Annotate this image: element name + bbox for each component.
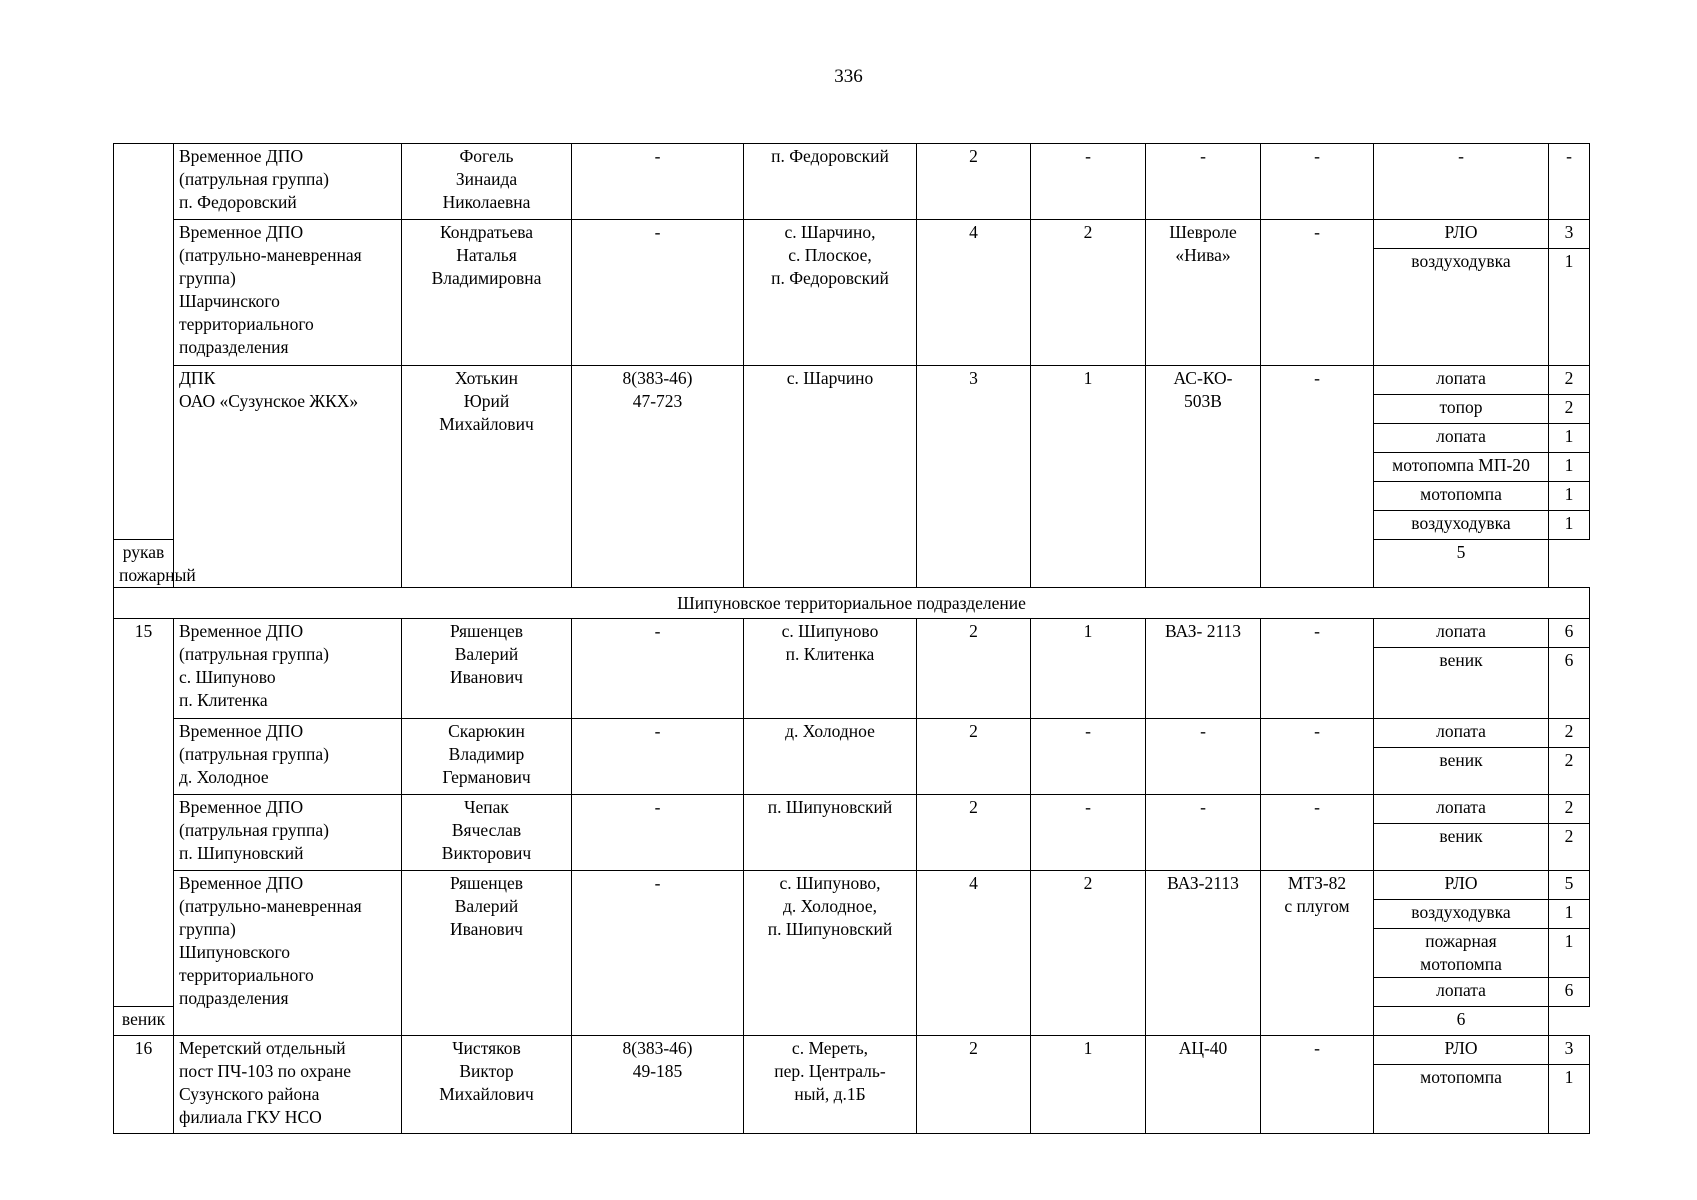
equipment-name-cell: лопата xyxy=(1374,424,1549,453)
vehicles-cell: - xyxy=(1031,795,1146,871)
table-row xyxy=(114,1036,1590,1065)
area-cell: с. Шарчино xyxy=(744,366,917,588)
table-row xyxy=(114,719,1590,748)
unit-cell: Меретский отдельный пост ПЧ-103 по охране Сузунского района филиала ГКУ НСО xyxy=(174,1036,402,1134)
equipment-qty-cell: 3 xyxy=(1549,1036,1590,1065)
people-cell: 2 xyxy=(917,1036,1031,1134)
people-cell: 2 xyxy=(917,619,1031,719)
equipment-name-cell: веник xyxy=(1374,748,1549,795)
vehicles-cell: - xyxy=(1031,719,1146,795)
equipment-name-cell: лопата xyxy=(1374,978,1549,1007)
phone-cell: - xyxy=(572,719,744,795)
vehicle-type-cell: - xyxy=(1146,144,1261,220)
area-cell: с. Шарчино, с. Плоское, п. Федоровский xyxy=(744,220,917,366)
tech-cell: - xyxy=(1261,144,1374,220)
equipment-qty-cell: 2 xyxy=(1549,824,1590,871)
people-cell: 2 xyxy=(917,719,1031,795)
table-row xyxy=(114,144,1590,220)
equipment-qty-cell: 6 xyxy=(1549,978,1590,1007)
equipment-qty-cell: 1 xyxy=(1549,511,1590,540)
head-cell: Фогель Зинаида Николаевна xyxy=(402,144,572,220)
phone-cell: 8(383-46) 47-723 xyxy=(572,366,744,588)
equipment-qty-cell: 2 xyxy=(1549,748,1590,795)
row-number-cell xyxy=(114,144,174,540)
equipment-qty-cell: - xyxy=(1549,144,1590,220)
equipment-qty-cell: 5 xyxy=(1549,871,1590,900)
vehicle-type-cell: ВАЗ-2113 xyxy=(1146,871,1261,1036)
area-cell: с. Мереть, пер. Централь- ный, д.1Б xyxy=(744,1036,917,1134)
unit-cell: Временное ДПО (патрульно-маневренная группа) Шарчинского территориального подразделения xyxy=(174,220,402,366)
equipment-qty-cell: 2 xyxy=(1549,719,1590,748)
equipment-qty-cell: 2 xyxy=(1549,366,1590,395)
unit-cell: ДПК ОАО «Сузунское ЖКХ» xyxy=(174,366,402,588)
equipment-qty-cell: 1 xyxy=(1549,1065,1590,1134)
equipment-qty-cell: 1 xyxy=(1549,424,1590,453)
phone-cell: - xyxy=(572,144,744,220)
unit-cell: Временное ДПО (патрульная группа) п. Федоровский xyxy=(174,144,402,220)
unit-cell: Временное ДПО (патрульная группа) д. Холодное xyxy=(174,719,402,795)
equipment-qty-cell: 6 xyxy=(1549,619,1590,648)
tech-cell: - xyxy=(1261,795,1374,871)
equipment-qty-cell: 3 xyxy=(1549,220,1590,249)
row-number-cell: 15 xyxy=(114,619,174,1007)
phone-cell: 8(383-46) 49-185 xyxy=(572,1036,744,1134)
equipment-name-cell: мотопомпа xyxy=(1374,1065,1549,1134)
phone-cell: - xyxy=(572,795,744,871)
area-cell: с. Шипуново п. Клитенка xyxy=(744,619,917,719)
vehicles-cell: 2 xyxy=(1031,871,1146,1036)
vehicle-type-cell: АС-КО- 503В xyxy=(1146,366,1261,588)
equipment-name-cell: лопата xyxy=(1374,619,1549,648)
area-cell: п. Федоровский xyxy=(744,144,917,220)
area-cell: п. Шипуновский xyxy=(744,795,917,871)
equipment-qty-cell: 2 xyxy=(1549,795,1590,824)
equipment-qty-cell: 1 xyxy=(1549,482,1590,511)
tech-cell: - xyxy=(1261,619,1374,719)
head-cell: Скарюкин Владимир Германович xyxy=(402,719,572,795)
equipment-name-cell: пожарная мотопомпа xyxy=(1374,929,1549,978)
area-cell: с. Шипуново, д. Холодное, п. Шипуновский xyxy=(744,871,917,1036)
table-row xyxy=(114,220,1590,249)
equipment-name-cell: - xyxy=(1374,144,1549,220)
equipment-name-cell: веник xyxy=(114,1007,174,1036)
head-cell: Чепак Вячеслав Викторович xyxy=(402,795,572,871)
unit-cell: Временное ДПО (патрульно-маневренная группа) Шипуновского территориального подразделения xyxy=(174,871,402,1036)
fire-units-table xyxy=(113,143,1590,1134)
equipment-name-cell: воздуходувка xyxy=(1374,900,1549,929)
equipment-qty-cell: 6 xyxy=(1549,648,1590,719)
equipment-qty-cell: 6 xyxy=(1374,1007,1549,1036)
table-row xyxy=(114,871,1590,900)
equipment-name-cell: воздуходувка xyxy=(1374,249,1549,366)
vehicle-type-cell: Шевроле «Нива» xyxy=(1146,220,1261,366)
phone-cell: - xyxy=(572,619,744,719)
people-cell: 2 xyxy=(917,144,1031,220)
section-row xyxy=(114,588,1590,619)
vehicles-cell: 2 xyxy=(1031,220,1146,366)
head-cell: Чистяков Виктор Михайлович xyxy=(402,1036,572,1134)
section-title: Шипуновское территориальное подразделение xyxy=(114,588,1590,619)
equipment-name-cell: веник xyxy=(1374,824,1549,871)
equipment-qty-cell: 1 xyxy=(1549,453,1590,482)
phone-cell: - xyxy=(572,220,744,366)
equipment-qty-cell: 1 xyxy=(1549,929,1590,978)
unit-cell: Временное ДПО (патрульная группа) п. Шипуновский xyxy=(174,795,402,871)
tech-cell: - xyxy=(1261,220,1374,366)
vehicles-cell: 1 xyxy=(1031,366,1146,588)
equipment-name-cell: РЛО xyxy=(1374,220,1549,249)
equipment-name-cell: РЛО xyxy=(1374,1036,1549,1065)
page-number: 336 xyxy=(834,66,863,87)
area-cell: д. Холодное xyxy=(744,719,917,795)
vehicle-type-cell: АЦ-40 xyxy=(1146,1036,1261,1134)
vehicle-type-cell: - xyxy=(1146,795,1261,871)
people-cell: 4 xyxy=(917,220,1031,366)
tech-cell: - xyxy=(1261,719,1374,795)
equipment-name-cell: лопата xyxy=(1374,795,1549,824)
head-cell: Кондратьева Наталья Владимировна xyxy=(402,220,572,366)
vehicle-type-cell: - xyxy=(1146,719,1261,795)
head-cell: Ряшенцев Валерий Иванович xyxy=(402,619,572,719)
vehicle-type-cell: ВАЗ- 2113 xyxy=(1146,619,1261,719)
equipment-name-cell: лопата xyxy=(1374,719,1549,748)
table-row xyxy=(114,366,1590,395)
tech-cell: - xyxy=(1261,1036,1374,1134)
equipment-name-cell: лопата xyxy=(1374,366,1549,395)
equipment-name-cell: воздуходувка xyxy=(1374,511,1549,540)
vehicles-cell: 1 xyxy=(1031,619,1146,719)
equipment-name-cell: топор xyxy=(1374,395,1549,424)
vehicles-cell: 1 xyxy=(1031,1036,1146,1134)
tech-cell: МТЗ-82 с плугом xyxy=(1261,871,1374,1036)
equipment-name-cell: веник xyxy=(1374,648,1549,719)
head-cell: Хотькин Юрий Михайлович xyxy=(402,366,572,588)
table-row xyxy=(114,619,1590,648)
people-cell: 3 xyxy=(917,366,1031,588)
equipment-name-cell: РЛО xyxy=(1374,871,1549,900)
unit-cell: Временное ДПО (патрульная группа) с. Шипуново п. Клитенка xyxy=(174,619,402,719)
equipment-qty-cell: 1 xyxy=(1549,249,1590,366)
head-cell: Ряшенцев Валерий Иванович xyxy=(402,871,572,1036)
row-number-cell: 16 xyxy=(114,1036,174,1134)
vehicles-cell: - xyxy=(1031,144,1146,220)
equipment-qty-cell: 2 xyxy=(1549,395,1590,424)
equipment-qty-cell: 5 xyxy=(1374,540,1549,588)
equipment-name-cell: мотопомпа МП-20 xyxy=(1374,453,1549,482)
phone-cell: - xyxy=(572,871,744,1036)
equipment-qty-cell: 1 xyxy=(1549,900,1590,929)
people-cell: 4 xyxy=(917,871,1031,1036)
equipment-name-cell: рукав пожарный xyxy=(114,540,174,588)
tech-cell: - xyxy=(1261,366,1374,588)
people-cell: 2 xyxy=(917,795,1031,871)
equipment-name-cell: мотопомпа xyxy=(1374,482,1549,511)
table-row xyxy=(114,795,1590,824)
